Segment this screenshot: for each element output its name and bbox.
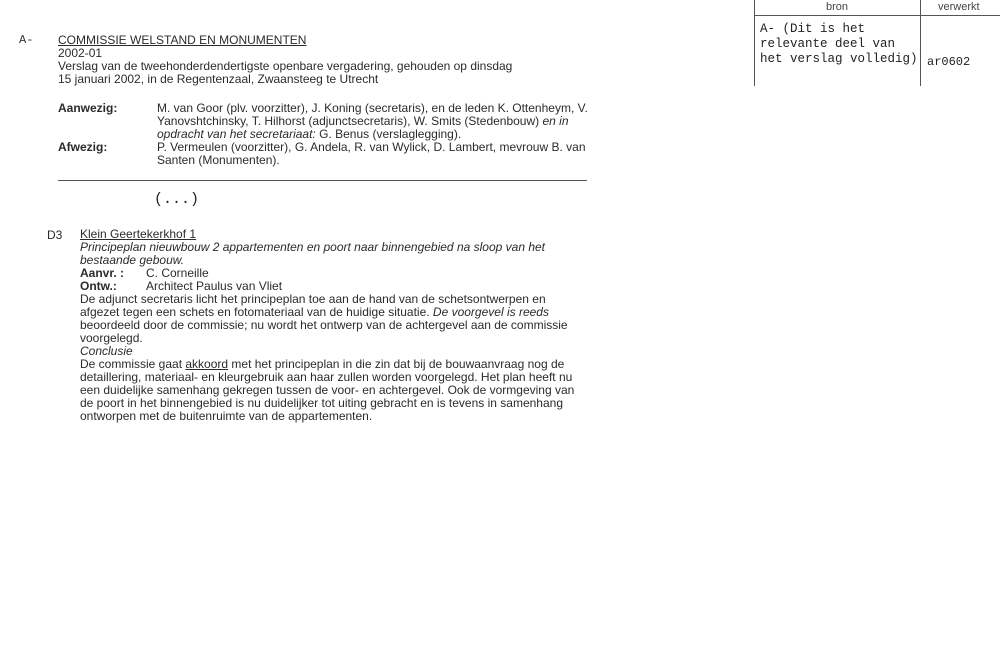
column-header-verwerkt: verwerkt [938,1,980,13]
present-assignment: en in opdracht van het secretariaat: [157,114,569,141]
present-text [157,102,598,141]
table-divider [920,0,921,86]
document-title: COMMISSIE WELSTAND EN MONUMENTEN [58,33,307,47]
archive-code: ar0602 [927,55,971,69]
absent-label: Afwezig: [58,140,108,154]
attendance-block [58,102,598,167]
section-divider [58,180,587,181]
conclusion-a: De commissie gaat [80,357,186,371]
table-header-rule [754,15,1000,16]
conclusion-akkoord: akkoord [185,357,229,371]
conclusion-label: Conclusie [80,344,133,358]
meeting-line-2: 15 januari 2002, in de Regentenzaal, Zwaansteeg te Utrecht [58,72,379,86]
item-code: D3 [47,228,63,242]
margin-marker: A- [19,33,34,47]
present-secretariat: G. Benus (verslaglegging). [315,127,462,141]
absent-row [58,141,598,167]
agenda-item [80,228,580,423]
designer-value: Architect Paulus van Vliet [146,279,283,293]
omission-mark: (...) [154,191,200,208]
document-header [58,34,598,86]
designer-label: Ontw.: [80,279,117,293]
column-header-bron: bron [826,1,849,13]
item-body-c: beoordeeld door de commissie; nu wordt het ontwerp van de achtergevel aan de commissie voorgelegd. [80,318,568,345]
conclusion-text [80,358,580,423]
item-body [80,293,580,345]
conclusion-b: met het principeplan in die zin dat bij de bouwaanvraag nog de detaillering, materiaal- en kleurgebruik aan haar zullen worden voorgelegd. Het plan heeft nu een duidelijke samenhang gekregen tussen de voor- en achtergevel. Ook de vormgeving van de poort in het binnengebied is nu duidelijker tot uiting gebracht en is tevens in samenhang ontworpen met de buitenruimte van de appartementen. [80,357,575,423]
present-row [58,102,598,141]
item-title: Klein Geertekerkhof 1 [80,227,197,241]
item-subtitle: Principeplan nieuwbouw 2 appartementen en poort naar binnengebied na sloop van het bestaande gebouw. [80,240,546,267]
table-border-left [754,0,755,86]
applicant-label: Aanvr. : [80,266,125,280]
present-members: M. van Goor (plv. voorzitter), J. Koning (secretaris), en de leden K. Ottenheym, V. Yanovshtchinsky, T. Hilhorst (adjunctsecretaris), W. Smits (Stedenbouw) [157,101,588,128]
document-number: 2002-01 [58,46,103,60]
source-table [754,0,1000,86]
meeting-line-1: Verslag van de tweehonderdendertigste openbare vergadering, gehouden op dinsdag [58,59,513,73]
source-note: A- (Dit is het relevante deel van het verslag volledig) [760,22,918,66]
present-label: Aanwezig: [58,101,118,115]
item-body-a: De adjunct secretaris licht het principeplan toe aan de hand van de schetsontwerpen en afgezet tegen een schets en fotomateriaal van de huidige situatie. [80,292,546,319]
applicant-value: C. Corneille [146,266,209,280]
item-body-b: De voorgevel is reeds [432,305,549,319]
absent-text: P. Vermeulen (voorzitter), G. Andela, R. van Wylick, D. Lambert, mevrouw B. van Santen (Monumenten). [157,140,586,167]
